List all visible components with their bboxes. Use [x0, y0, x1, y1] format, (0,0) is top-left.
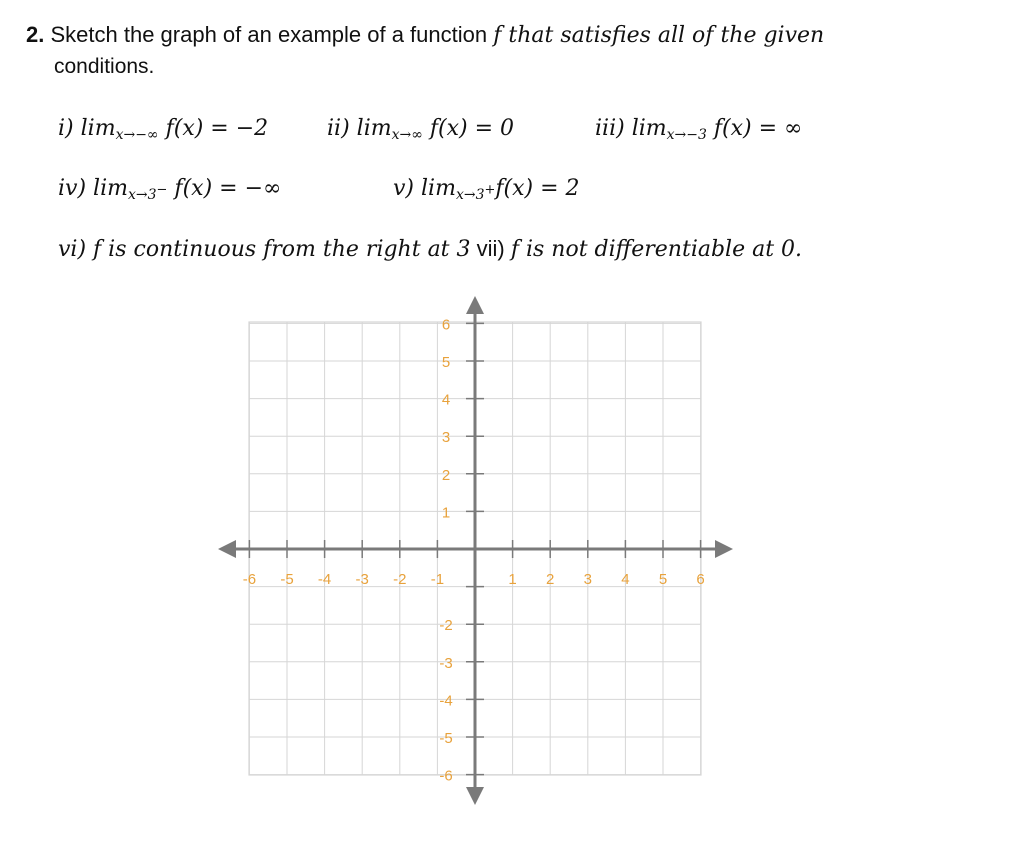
x-tick-label: -6: [242, 571, 257, 588]
condition-label: v): [393, 176, 422, 201]
lim-subscript: x→−3: [666, 127, 707, 143]
y-tick-label: -5: [439, 730, 453, 747]
y-tick-label: -3: [439, 654, 453, 672]
condition-label: iv): [58, 176, 94, 201]
axes: [218, 296, 733, 805]
x-tick-label: -3: [355, 571, 369, 588]
problem-text: Sketch the graph of an example of a function: [50, 22, 488, 47]
lim-subscript-text: x→3: [127, 187, 157, 203]
lim-side-marker: −: [156, 182, 168, 198]
lim-text: lim: [80, 116, 116, 141]
condition-expression: f(x) = −∞: [167, 176, 282, 201]
lim-subscript-text: x→3: [455, 187, 485, 203]
x-tick-label: -5: [280, 571, 294, 588]
lim-subscript: x→∞: [391, 127, 423, 143]
y-axis-up-arrow-icon: [466, 296, 484, 314]
y-tick-label: 6: [441, 316, 451, 334]
y-tick-label: -2: [439, 617, 453, 635]
condition-vii-label: vii): [470, 236, 511, 261]
condition-expression: f(x) = 2: [495, 176, 580, 201]
condition-vii-text: f is not differentiable at 0.: [510, 237, 803, 262]
x-tick-label: 6: [696, 571, 705, 588]
x-axis-right-arrow-icon: [715, 540, 733, 558]
x-tick-label: -4: [317, 571, 332, 588]
problem-statement-line2: conditions.: [54, 55, 155, 78]
lim-subscript: x→−∞: [115, 127, 159, 143]
x-axis-left-arrow-icon: [218, 540, 236, 558]
y-tick-label: 3: [441, 429, 451, 447]
condition-label: i): [58, 116, 81, 141]
x-tick-label: 2: [546, 571, 555, 588]
lim-side-marker: +: [484, 182, 496, 198]
y-axis-down-arrow-icon: [466, 787, 484, 805]
condition-expression: f(x) = ∞: [706, 116, 803, 141]
x-tick-label: -2: [393, 571, 407, 588]
lim-text: lim: [356, 116, 392, 141]
x-tick-label: -1: [430, 571, 445, 588]
condition-label: ii): [327, 116, 357, 141]
y-tick-label: 1: [441, 504, 451, 522]
y-tick-label: -4: [439, 692, 453, 710]
lim-text: lim: [631, 116, 667, 141]
x-tick-label: 5: [658, 571, 668, 588]
condition-vi-text: vi) f is continuous from the right at 3: [58, 237, 471, 262]
y-tick-label: 5: [441, 354, 451, 371]
x-tick-label: 1: [508, 571, 517, 588]
y-tick-label: -6: [439, 767, 453, 785]
x-tick-label: 4: [621, 571, 630, 588]
problem-number: 2.: [26, 22, 45, 47]
lim-text: lim: [93, 176, 128, 201]
condition-expression: f(x) = 0: [422, 116, 515, 141]
y-tick-label: 2: [441, 466, 451, 484]
x-tick-label: 3: [583, 571, 592, 588]
condition-expression: f(x) = −2: [158, 116, 269, 141]
lim-text: lim: [421, 176, 456, 201]
y-tick-label: 4: [441, 391, 451, 409]
problem-math: f that satisfies all of the given: [493, 23, 825, 48]
condition-label: iii): [595, 116, 632, 141]
